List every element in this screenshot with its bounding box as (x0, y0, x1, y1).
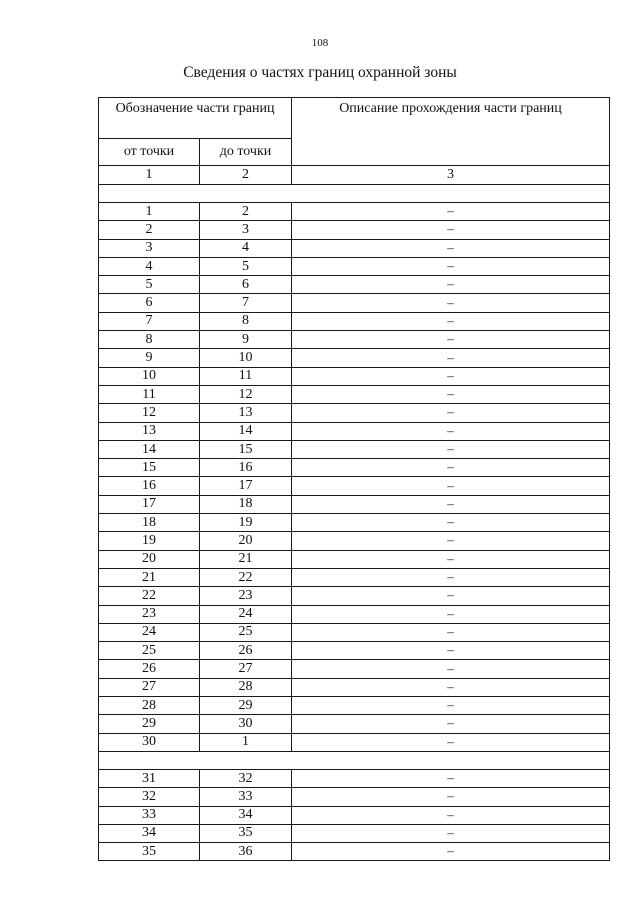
table-row (99, 806, 610, 824)
to-point-cell: 23 (200, 587, 292, 605)
to-point-cell: 18 (200, 495, 292, 513)
to-point-cell: 13 (200, 404, 292, 422)
description-dash: – (447, 770, 454, 786)
from-point-cell: 23 (99, 605, 200, 623)
to-point-cell: 17 (200, 477, 292, 495)
table-row (99, 568, 610, 586)
description-dash: – (447, 642, 454, 658)
from-point-cell: 17 (99, 495, 200, 513)
table-row (99, 221, 610, 239)
to-point-cell: 6 (200, 276, 292, 294)
description-cell (292, 331, 610, 349)
to-point-cell: 29 (200, 697, 292, 715)
description-dash: – (447, 678, 454, 694)
to-point-cell: 20 (200, 532, 292, 550)
description-cell (292, 660, 610, 678)
description-cell (292, 385, 610, 403)
description-cell (292, 824, 610, 842)
to-point-cell: 2 (200, 203, 292, 221)
from-point-cell: 1 (99, 203, 200, 221)
description-cell (292, 532, 610, 550)
from-point-cell: 32 (99, 788, 200, 806)
to-point-cell: 14 (200, 422, 292, 440)
description-dash: – (447, 550, 454, 566)
description-dash: – (447, 276, 454, 292)
table-row (99, 769, 610, 787)
description-cell (292, 568, 610, 586)
table-row (99, 422, 610, 440)
table-row (99, 239, 610, 257)
description-dash: – (447, 514, 454, 530)
table-row (99, 203, 610, 221)
description-cell (292, 843, 610, 861)
description-dash: – (447, 477, 454, 493)
table-row (99, 495, 610, 513)
description-dash: – (447, 660, 454, 676)
table-row (99, 459, 610, 477)
description-cell (292, 239, 610, 257)
description-dash: – (447, 404, 454, 420)
to-point-cell: 21 (200, 550, 292, 568)
table-row (99, 678, 610, 696)
table-row (99, 257, 610, 275)
description-dash: – (447, 331, 454, 347)
from-point-cell: 11 (99, 385, 200, 403)
to-point-cell: 5 (200, 257, 292, 275)
description-cell (292, 678, 610, 696)
to-point-cell: 10 (200, 349, 292, 367)
to-point-cell: 32 (200, 769, 292, 787)
group-separator-row (99, 751, 610, 769)
from-point-cell: 14 (99, 440, 200, 458)
description-cell (292, 422, 610, 440)
page-number: 108 (311, 37, 329, 49)
description-dash: – (447, 367, 454, 383)
table-row (99, 514, 610, 532)
description-cell (292, 623, 610, 641)
table-row (99, 312, 610, 330)
table-row (99, 788, 610, 806)
from-point-cell: 33 (99, 806, 200, 824)
from-point-cell: 5 (99, 276, 200, 294)
table-row (99, 605, 610, 623)
description-dash: – (447, 733, 454, 749)
table-row (99, 276, 610, 294)
table-row (99, 294, 610, 312)
from-point-cell: 34 (99, 824, 200, 842)
description-dash: – (447, 349, 454, 365)
description-dash: – (447, 788, 454, 804)
description-cell (292, 769, 610, 787)
description-cell (292, 404, 610, 422)
to-point-cell: 11 (200, 367, 292, 385)
description-dash: – (447, 422, 454, 438)
description-dash: – (447, 294, 454, 310)
description-dash: – (447, 569, 454, 585)
table-row (99, 587, 610, 605)
to-point-cell: 24 (200, 605, 292, 623)
description-cell (292, 642, 610, 660)
header-designation: Обозначение части границ (99, 98, 292, 139)
from-point-cell: 19 (99, 532, 200, 550)
to-point-cell: 36 (200, 843, 292, 861)
from-point-cell: 26 (99, 660, 200, 678)
column-number: 3 (292, 166, 610, 185)
description-cell (292, 367, 610, 385)
description-cell (292, 203, 610, 221)
table-row (99, 660, 610, 678)
description-dash: – (447, 806, 454, 822)
description-cell (292, 788, 610, 806)
description-dash: – (447, 312, 454, 328)
from-point-cell: 29 (99, 715, 200, 733)
from-point-cell: 35 (99, 843, 200, 861)
table-row (99, 367, 610, 385)
description-cell (292, 806, 610, 824)
from-point-cell: 28 (99, 697, 200, 715)
description-cell (292, 221, 610, 239)
table-row (99, 715, 610, 733)
table-row (99, 532, 610, 550)
from-point-cell: 24 (99, 623, 200, 641)
description-cell (292, 349, 610, 367)
description-dash: – (447, 495, 454, 511)
description-dash: – (447, 623, 454, 639)
description-dash: – (447, 239, 454, 255)
table-row (99, 550, 610, 568)
from-point-cell: 2 (99, 221, 200, 239)
table-row (99, 331, 610, 349)
from-point-cell: 16 (99, 477, 200, 495)
description-dash: – (447, 715, 454, 731)
to-point-cell: 19 (200, 514, 292, 532)
from-point-cell: 27 (99, 678, 200, 696)
group-separator-cell (99, 185, 610, 203)
description-cell (292, 495, 610, 513)
to-point-cell: 9 (200, 331, 292, 349)
description-dash: – (447, 441, 454, 456)
to-point-cell: 34 (200, 806, 292, 824)
table-row (99, 385, 610, 403)
from-point-cell: 8 (99, 331, 200, 349)
from-point-cell: 10 (99, 367, 200, 385)
header-description: Описание прохождения части границ (292, 98, 610, 166)
to-point-cell: 33 (200, 788, 292, 806)
from-point-cell: 25 (99, 642, 200, 660)
to-point-cell: 26 (200, 642, 292, 660)
from-point-cell: 21 (99, 568, 200, 586)
from-point-cell: 7 (99, 312, 200, 330)
description-cell (292, 276, 610, 294)
description-cell (292, 550, 610, 568)
description-dash: – (447, 203, 454, 219)
column-number-row (99, 166, 610, 185)
description-dash: – (447, 587, 454, 603)
table-row (99, 733, 610, 751)
description-cell (292, 312, 610, 330)
description-cell (292, 514, 610, 532)
from-point-cell: 18 (99, 514, 200, 532)
group-separator-row (99, 185, 610, 203)
document-title: Сведения о частях границ охранной зоны (183, 64, 457, 81)
to-point-cell: 27 (200, 660, 292, 678)
table-row (99, 843, 610, 861)
description-dash: – (447, 843, 454, 859)
column-number: 1 (99, 166, 200, 185)
description-dash: – (447, 258, 454, 274)
description-cell (292, 257, 610, 275)
to-point-cell: 28 (200, 678, 292, 696)
table-row (99, 623, 610, 641)
table-row (99, 349, 610, 367)
description-cell (292, 605, 610, 623)
from-point-cell: 22 (99, 587, 200, 605)
to-point-cell: 12 (200, 385, 292, 403)
from-point-cell: 9 (99, 349, 200, 367)
to-point-cell: 25 (200, 623, 292, 641)
column-number: 2 (200, 166, 292, 185)
to-point-cell: 15 (200, 440, 292, 458)
table-row (99, 404, 610, 422)
to-point-cell: 22 (200, 568, 292, 586)
from-point-cell: 3 (99, 239, 200, 257)
description-dash: – (447, 697, 454, 713)
to-point-cell: 30 (200, 715, 292, 733)
from-point-cell: 6 (99, 294, 200, 312)
description-cell (292, 697, 610, 715)
description-dash: – (447, 605, 454, 621)
description-cell (292, 294, 610, 312)
description-dash: – (447, 532, 454, 548)
description-dash: – (447, 824, 454, 840)
header-to-point: до точки (200, 139, 292, 166)
table-row (99, 477, 610, 495)
header-from-point: от точки (99, 139, 200, 166)
from-point-cell: 13 (99, 422, 200, 440)
table-row (99, 642, 610, 660)
table-header-row (99, 98, 610, 139)
to-point-cell: 8 (200, 312, 292, 330)
description-cell (292, 587, 610, 605)
description-cell (292, 477, 610, 495)
to-point-cell: 16 (200, 459, 292, 477)
from-point-cell: 30 (99, 733, 200, 751)
table-row (99, 697, 610, 715)
to-point-cell: 3 (200, 221, 292, 239)
description-dash: – (447, 459, 454, 475)
description-cell (292, 440, 610, 458)
from-point-cell: 15 (99, 459, 200, 477)
from-point-cell: 4 (99, 257, 200, 275)
to-point-cell: 1 (200, 733, 292, 751)
to-point-cell: 35 (200, 824, 292, 842)
to-point-cell: 4 (200, 239, 292, 257)
description-cell (292, 459, 610, 477)
from-point-cell: 20 (99, 550, 200, 568)
table-row (99, 824, 610, 842)
from-point-cell: 31 (99, 769, 200, 787)
to-point-cell: 7 (200, 294, 292, 312)
description-cell (292, 733, 610, 751)
from-point-cell: 12 (99, 404, 200, 422)
table-row (99, 440, 610, 458)
boundary-parts-table (98, 97, 610, 861)
description-dash: – (447, 221, 454, 237)
description-dash: – (447, 386, 454, 402)
description-cell (292, 715, 610, 733)
group-separator-cell (99, 751, 610, 769)
